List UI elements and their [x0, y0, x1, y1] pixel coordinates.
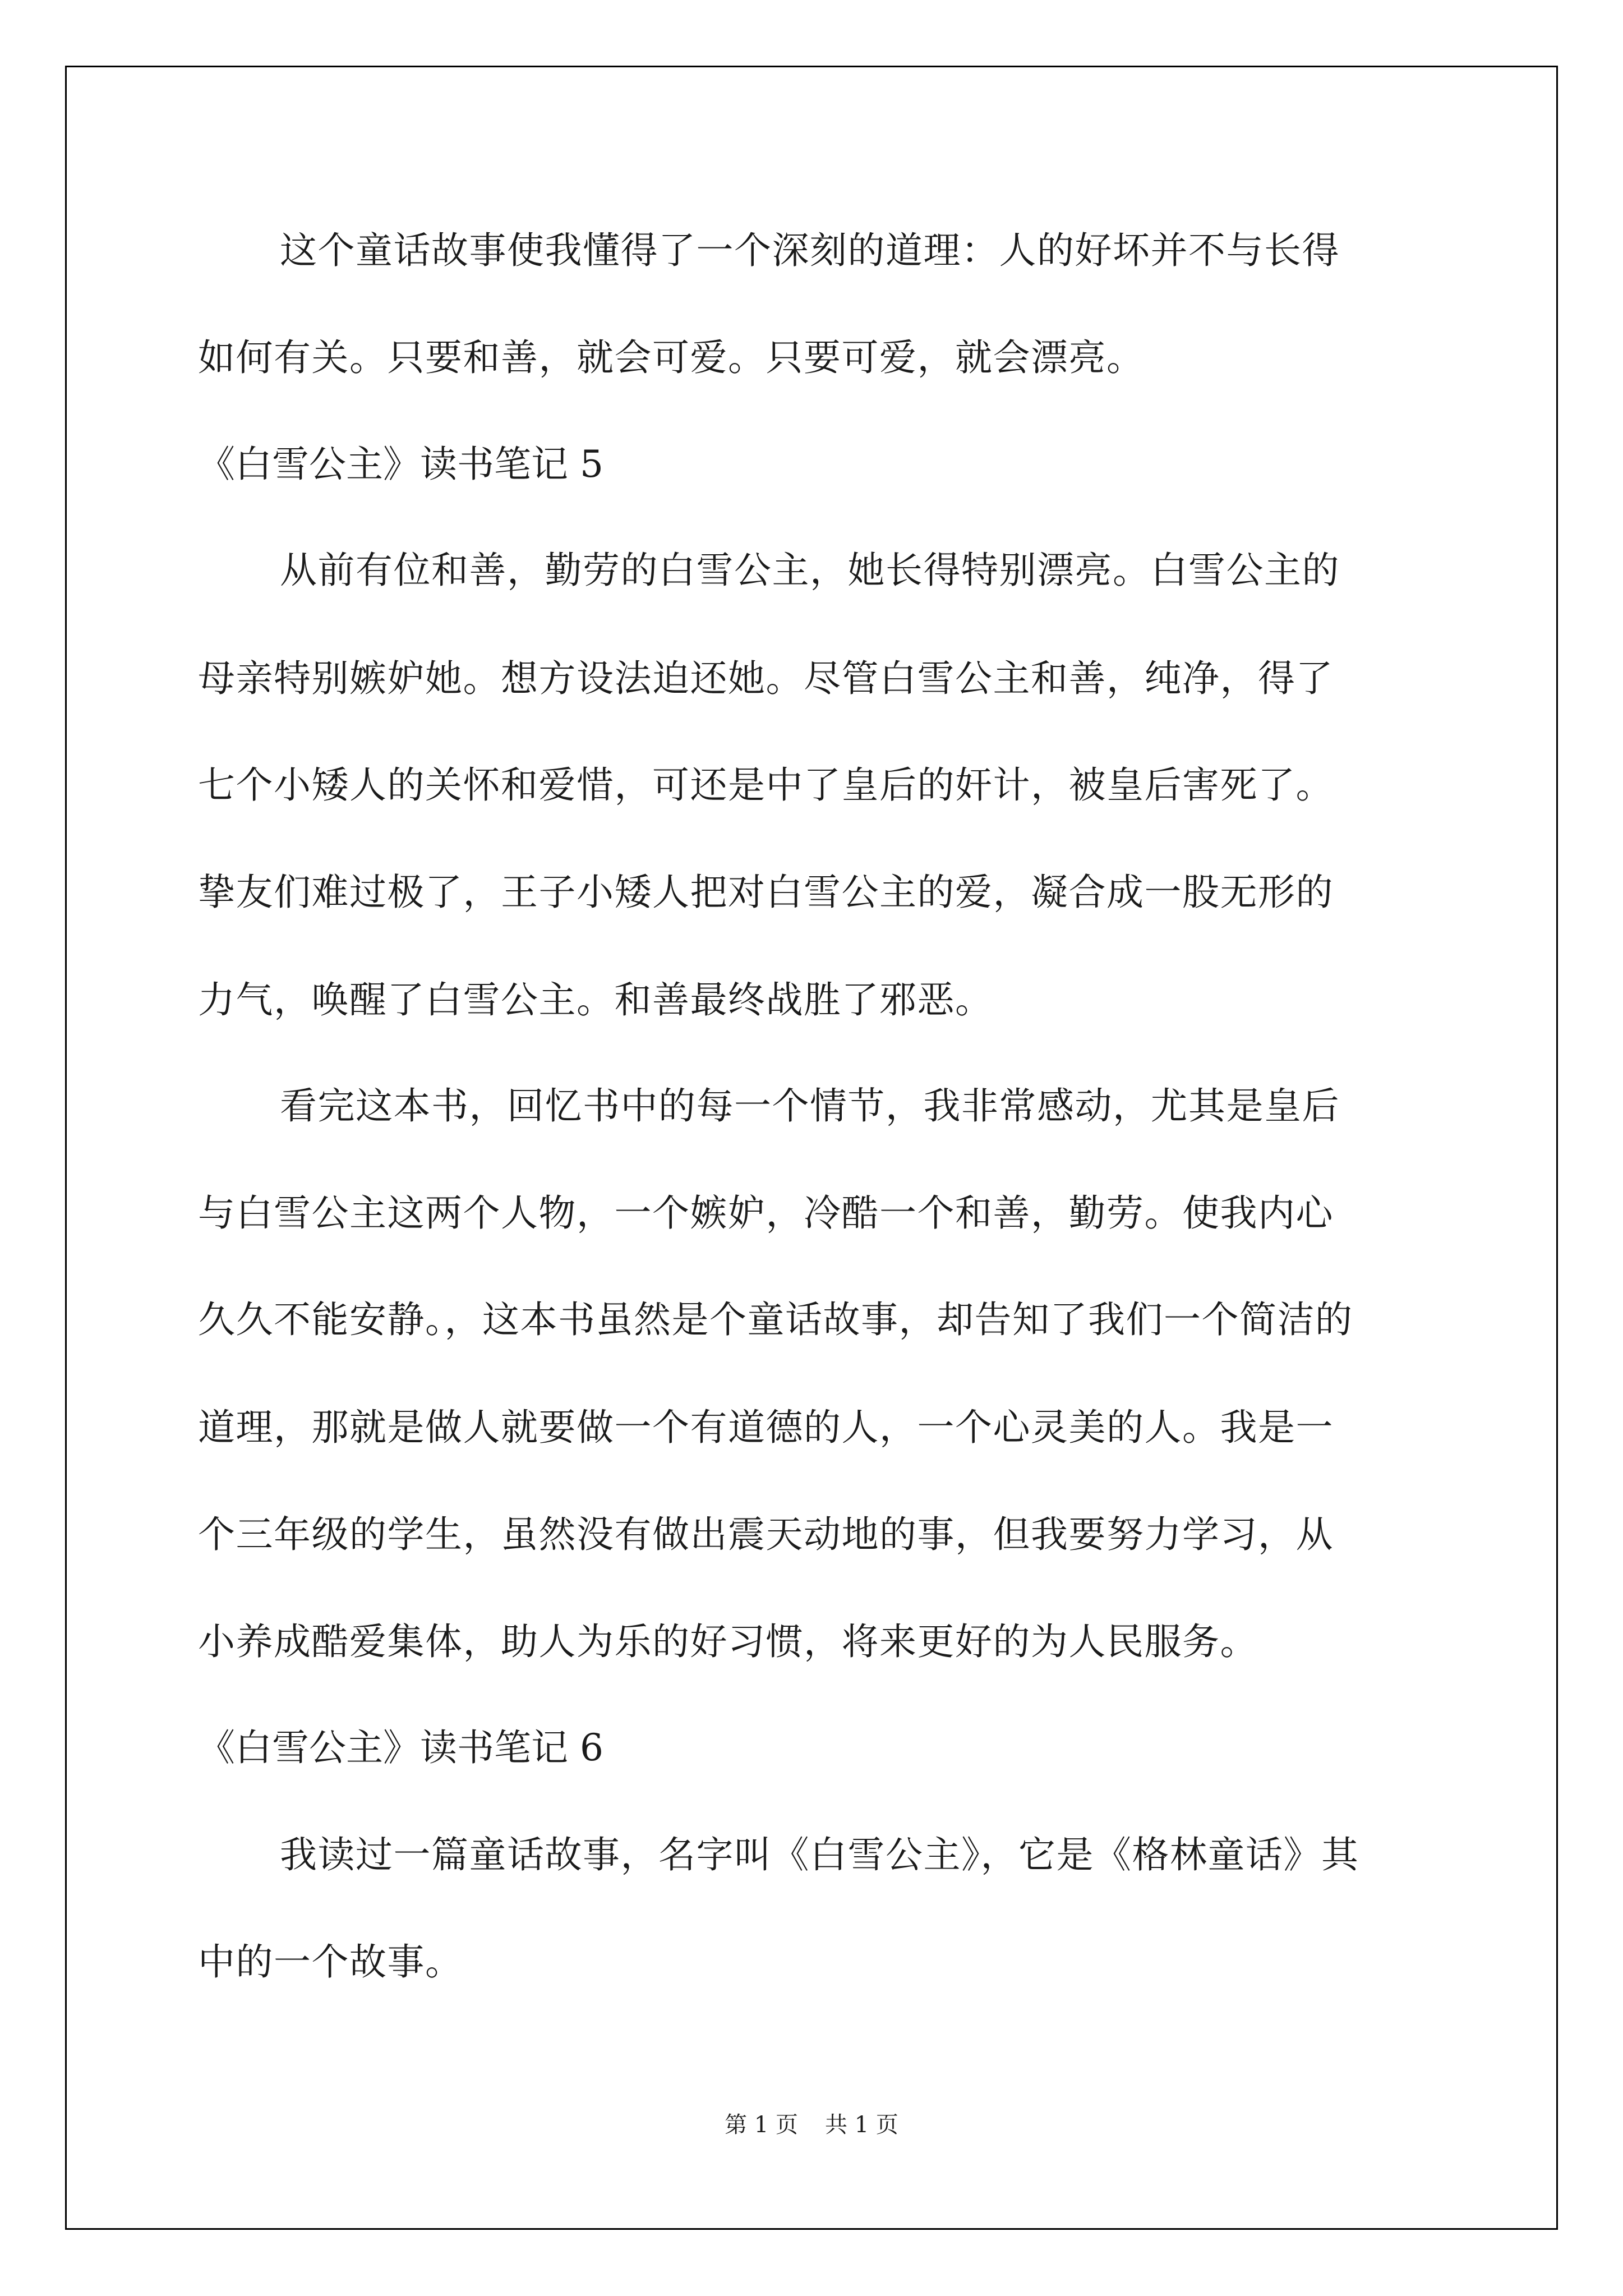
paragraph-3-line-2: 与白雪公主这两个人物，一个嫉妒，冷酷一个和善，勤劳。使我内心	[198, 1191, 1334, 1235]
paragraph-4-line-2: 中的一个故事。	[198, 1940, 463, 1984]
paragraph-3-line-6: 小养成酷爱集体，助人为乐的好习惯，将来更好的为人民服务。	[198, 1620, 1258, 1663]
paragraph-3-line-4: 道理，那就是做人就要做一个有道德的人，一个心灵美的人。我是一	[198, 1406, 1334, 1449]
paragraph-1-line-2: 如何有关。只要和善，就会可爱。只要可爱，就会漂亮。	[198, 336, 1145, 379]
paragraph-1-line-1: 这个童话故事使我懂得了一个深刻的道理：人的好坏并不与长得	[280, 229, 1340, 272]
paragraph-2-line-2: 母亲特别嫉妒她。想方设法迫还她。尽管白雪公主和善，纯净，得了	[198, 657, 1334, 700]
paragraph-3-line-5: 个三年级的学生，虽然没有做出震天动地的事，但我要努力学习，从	[198, 1513, 1334, 1556]
paragraph-2-line-5: 力气，唤醒了白雪公主。和善最终战胜了邪恶。	[198, 978, 993, 1022]
paragraph-3-line-3: 久久不能安静。，这本书虽然是个童话故事，却告知了我们一个简洁的	[198, 1298, 1353, 1341]
page-total-label: 共 1 页	[825, 2112, 898, 2138]
paragraph-2-line-3: 七个小矮人的关怀和爱惜，可还是中了皇后的奸计，被皇后害死了。	[198, 763, 1334, 807]
page-border	[65, 66, 1558, 2230]
section-heading-5: 《白雪公主》读书笔记 5	[198, 443, 603, 486]
paragraph-2-line-4: 挚友们难过极了，王子小矮人把对白雪公主的爱，凝合成一股无形的	[198, 871, 1334, 914]
paragraph-3-line-1: 看完这本书，回忆书中的每一个情节，我非常感动，尤其是皇后	[280, 1084, 1340, 1128]
paragraph-2-line-1: 从前有位和善，勤劳的白雪公主，她长得特别漂亮。白雪公主的	[280, 549, 1340, 592]
page-footer	[0, 2108, 1623, 2142]
section-heading-6: 《白雪公主》读书笔记 6	[198, 1726, 603, 1769]
page-number-label: 第 1 页	[725, 2112, 798, 2138]
paragraph-4-line-1: 我读过一篇童话故事，名字叫《白雪公主》，它是《格林童话》其	[280, 1833, 1359, 1876]
